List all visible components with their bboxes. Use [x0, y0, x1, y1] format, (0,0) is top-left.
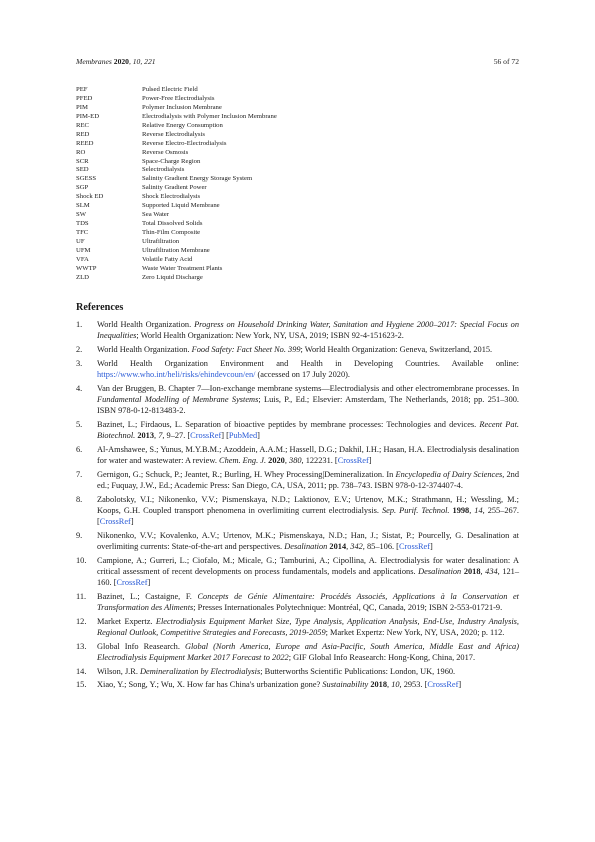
reference-italic-text: Demineralization by Electrodialysis — [140, 666, 261, 676]
reference-text: Gernigon, G.; Schuck, P.; Jeantet, R.; Burling, H. Whey Processing|Demineralization. In — [97, 469, 396, 479]
reference-text: Bazinet, L.; Firdaous, L. Separation of bioactive peptides by membrane processes: Technologies and devices. — [97, 419, 480, 429]
reference-number: 9. — [76, 530, 83, 540]
reference-item — [76, 344, 519, 355]
reference-text: ] — [130, 517, 134, 527]
reference-italic-text: Electrodialysis Equipment Market Size, Type Analysis, Application Analysis, End-Use, Industry Analysis, Regional Outlook, Competitive Strategies and Forecasts, 2019-2059 — [97, 616, 519, 638]
reference-year: 2020 — [268, 455, 285, 465]
abbreviation-term: TDS — [76, 220, 89, 228]
reference-year: 2018 — [370, 680, 388, 690]
reference-item — [76, 444, 519, 467]
reference-item — [76, 319, 519, 342]
article-number: 221 — [144, 57, 156, 66]
reference-item — [76, 530, 519, 553]
abbreviation-row — [76, 95, 519, 104]
abbreviation-term: REED — [76, 139, 94, 147]
journal-name: Membranes — [76, 57, 112, 66]
abbreviation-definition: Sea Water — [142, 211, 170, 219]
abbreviation-definition: Shock Electrodialysis — [142, 193, 201, 201]
reference-number: 5. — [76, 419, 83, 429]
reference-text: Campione, A.; Gurreri, L.; Ciofalo, M.; Micale, G.; Tamburini, A.; Cipollina, A. Electrodialysis for water desalination: A critical assessment of recent developments on process fundamentals, models and applications. — [97, 555, 519, 576]
reference-text: ; World Health Organization: New York, NY, USA, 2019; ISBN 92-4-151623-2. — [136, 331, 404, 341]
reference-item — [76, 616, 519, 639]
abbreviation-term: SED — [76, 166, 89, 174]
abbreviation-term: RO — [76, 148, 86, 156]
reference-text: Xiao, Y.; Song, Y.; Wu, X. How far has China's urbanization gone? — [97, 680, 323, 690]
abbreviation-definition: Supported Liquid Membrane — [142, 202, 220, 210]
reference-item — [76, 383, 519, 417]
reference-text: , 122231. [ — [301, 455, 338, 465]
reference-italic-text: 14 — [474, 505, 483, 515]
abbreviation-term: SLM — [76, 202, 90, 210]
reference-item — [76, 494, 519, 528]
reference-text: , — [387, 680, 392, 690]
abbreviation-row — [76, 265, 519, 274]
abbreviation-term: ZLD — [76, 273, 89, 281]
reference-item — [76, 419, 519, 442]
reference-italic-text: Recent Pat. Biotechnol. — [97, 419, 519, 440]
abbreviation-definition: Relative Energy Consumption — [142, 121, 223, 129]
abbreviation-definition: Total Dissolved Solids — [142, 220, 203, 228]
abbreviation-row — [76, 211, 519, 220]
abbreviation-term: UFM — [76, 246, 91, 254]
abbreviation-row — [76, 175, 519, 184]
reference-text: World Health Organization. — [97, 320, 195, 329]
reference-item — [76, 591, 519, 614]
abbreviation-row — [76, 149, 519, 158]
reference-italic-text: 380 — [289, 455, 302, 465]
reference-text: , 2953. [ — [399, 680, 428, 690]
abbreviation-definition: Reverse Electrodialysis — [142, 130, 205, 138]
reference-text: ] [ — [221, 431, 229, 440]
abbreviation-row — [76, 220, 519, 229]
abbreviation-row — [76, 122, 519, 131]
abbreviation-term: RED — [76, 130, 90, 138]
abbreviation-definition: Thin-Film Composite — [142, 229, 201, 236]
reference-text: Zabolotsky, V.I.; Nikonenko, V.V.; Pismenskaya, N.D.; Laktionov, E.V.; Urtenov, M.K.; Strathmann, H.; Wessling, M.; Koops, G.H. Coupled transport phenomena in overlimiting current electrodialysis. — [97, 494, 519, 515]
reference-number: 13. — [76, 641, 87, 651]
abbreviation-definition: Reverse Osmosis — [142, 148, 189, 156]
reference-text: ] — [458, 680, 462, 690]
abbreviation-definition: Zero Liquid Discharge — [142, 273, 203, 281]
abbreviation-definition: Salinity Gradient Energy Storage System — [142, 175, 253, 183]
abbreviation-definition: Ultrafiltration Membrane — [142, 246, 210, 254]
abbreviation-definition: Reverse Electro-Electrodialysis — [142, 139, 227, 147]
reference-text: ] — [147, 578, 151, 588]
reference-number: 11. — [76, 591, 87, 601]
reference-italic-text: Global (North America, Europe and Asia-Pacific, South America, Middle East and Africa) Electrodialysis Equipment Market 2017 Forecast to 2022 — [97, 641, 520, 662]
reference-text: World Health Organization Environment and Health in Developing Countries. Available online: — [97, 358, 519, 368]
reference-item — [76, 469, 519, 492]
abbreviation-definition: Waste Water Treatment Plants — [142, 264, 223, 272]
abbreviation-row — [76, 158, 519, 167]
reference-text: , — [480, 566, 486, 576]
reference-text: ; Luis, P., Ed.; Elsevier: Amsterdam, The Netherlands, 2018; pp. 251–300. ISBN 978-0-12-813483-2. — [97, 394, 519, 416]
reference-text: World Health Organization. — [97, 344, 192, 354]
reference-number: 10. — [76, 555, 87, 565]
reference-item — [76, 641, 519, 664]
abbreviation-definition: Selectrodialysis — [142, 166, 185, 174]
abbreviation-term: REC — [76, 121, 90, 129]
abbreviation-row — [76, 256, 519, 265]
reference-italic-text: Concepts de Génie Alimentaire: Procédés Associés, Applications à la Conservation et Transformation des Aliments — [97, 591, 520, 613]
abbreviation-row — [76, 184, 519, 193]
abbreviation-definition: Space-Charge Region — [142, 157, 201, 165]
reference-italic-text: Encyclopedia of Dairy Sciences — [395, 469, 503, 479]
reference-text: , 255–267. [ — [97, 505, 519, 527]
reference-text: ; Market Expertz: New York, NY, USA, 2020; p. 112. — [325, 628, 505, 638]
reference-year: 2018 — [463, 566, 481, 576]
reference-number: 8. — [76, 494, 83, 504]
reference-italic-text: Desalination — [284, 542, 328, 551]
reference-number: 15. — [76, 680, 87, 690]
references-list — [76, 319, 519, 693]
reference-text: ] — [368, 455, 372, 465]
abbreviation-term: PIM-ED — [76, 112, 100, 120]
reference-text: , 121–160. [ — [97, 566, 520, 588]
abbreviation-definition: Pulsed Electric Field — [142, 86, 198, 93]
abbreviation-term: UF — [76, 237, 85, 245]
reference-year: 2014 — [329, 542, 347, 551]
reference-text: Global Info Reasearch. — [97, 641, 185, 651]
reference-text: Market Expertz. — [97, 616, 156, 626]
reference-text: ] — [430, 542, 433, 551]
reference-italic-text: Sustainability — [322, 680, 369, 690]
reference-link[interactable]: CrossRef — [398, 542, 431, 551]
reference-text: , — [469, 505, 475, 515]
reference-year: 2013 — [137, 431, 155, 440]
abbreviation-term: VFA — [76, 255, 89, 263]
abbreviation-row — [76, 238, 519, 247]
page-number: 56 of 72 — [493, 57, 519, 66]
abbreviation-term: PEF — [76, 86, 88, 93]
reference-link[interactable]: https://www.who.int/heli/risks/ehindevcoun/en/ — [97, 369, 256, 379]
reference-text: ] — [257, 431, 260, 440]
reference-italic-text: 342 — [350, 542, 363, 551]
abbreviation-row — [76, 104, 519, 113]
abbreviation-row — [76, 140, 519, 149]
abbreviation-row — [76, 86, 519, 95]
reference-item — [76, 358, 519, 381]
reference-text: Al-Amshawee, S.; Yunus, M.Y.B.M.; Azoddein, A.A.M.; Hassell, D.G.; Dakhil, I.H.; Hasan, H.A. Electrodialysis desalination for water and wastewater: A review. — [97, 444, 519, 465]
reference-italic-text: 10 — [391, 680, 400, 690]
reference-text: (accessed on 17 July 2020). — [255, 369, 350, 379]
abbreviation-definition: Power-Free Electrodialysis — [142, 94, 215, 102]
reference-link[interactable]: PubMed — [228, 431, 258, 440]
reference-italic-text: 7 — [158, 431, 163, 440]
reference-italic-text: Food Safety: Fact Sheet No. 399 — [191, 344, 301, 354]
reference-number: 3. — [76, 358, 83, 368]
reference-number: 7. — [76, 469, 83, 479]
abbreviation-row — [76, 166, 519, 175]
reference-link[interactable]: CrossRef — [190, 431, 222, 440]
abbreviation-term: PFED — [76, 94, 93, 102]
abbreviation-term: TFC — [76, 229, 89, 236]
reference-text: , — [346, 542, 351, 551]
reference-italic-text: Progress on Household Drinking Water, Sanitation and Hygiene 2000–2017: Special Focus on Inequalities — [97, 320, 520, 341]
reference-text: ; World Health Organization: Geneva, Switzerland, 2015. — [300, 344, 493, 354]
reference-number: 4. — [76, 383, 83, 393]
reference-link[interactable]: CrossRef — [99, 517, 131, 527]
abbreviation-row — [76, 131, 519, 140]
reference-link[interactable]: CrossRef — [427, 680, 459, 690]
journal-volume: 10 — [132, 57, 141, 66]
reference-link[interactable]: CrossRef — [116, 578, 148, 588]
abbreviation-row — [76, 229, 519, 238]
abbreviation-term: SW — [76, 211, 87, 219]
abbreviation-definition: Ultrafiltration — [142, 237, 180, 245]
abbreviation-term: Shock ED — [76, 193, 104, 201]
reference-text: Van der Bruggen, B. Chapter 7—Ion-exchange membrane systems—Electrodialysis and other electromembrane processes. In — [97, 383, 519, 393]
abbreviation-term: SGP — [76, 184, 89, 192]
reference-text: , 2nd ed.; Fuquay, J.W., Ed.; Academic Press: San Diego, CA, USA, 2011; pp. 738–743. ISBN 978-0-12-374407-4. — [97, 469, 520, 490]
reference-text: Bazinet, L.; Castaigne, F. — [97, 591, 198, 601]
reference-item — [76, 666, 519, 677]
reference-link[interactable]: CrossRef — [337, 455, 369, 465]
reference-text: , 9–27. [ — [162, 431, 191, 440]
reference-item — [76, 679, 519, 690]
abbreviation-definition: Polymer Inclusion Membrane — [142, 103, 222, 111]
reference-text: , — [284, 455, 290, 465]
reference-text: ; GIF Global Info Reasearch: Hong-Kong, China, 2017. — [288, 653, 476, 662]
references-heading: References — [76, 302, 124, 313]
reference-number: 1. — [76, 320, 83, 329]
abbreviation-definition: Volatile Fatty Acid — [142, 255, 193, 263]
abbreviation-definition: Electrodialysis with Polymer Inclusion Membrane — [142, 112, 277, 120]
abbreviation-definition: Salinity Gradient Power — [142, 184, 207, 192]
reference-text: Nikonenko, V.V.; Kovalenko, A.V.; Urtenov, M.K.; Pismenskaya, N.D.; Han, J.; Sistat, P.; Pourcelly, G. Desalination at overlimiting currents: State-of-the-art and perspectives. — [97, 530, 519, 551]
reference-text: ; Presses Internationales Polytechnique: Montréal, QC, Canada, 2019; ISBN 2-553-01721-9. — [193, 603, 503, 613]
abbreviation-term: SGESS — [76, 175, 97, 183]
reference-italic-text: Chem. Eng. J. — [219, 455, 267, 465]
reference-text: , — [154, 431, 159, 440]
reference-italic-text: Sep. Purif. Technol. — [381, 505, 450, 515]
reference-number: 12. — [76, 616, 87, 626]
reference-italic-text: Desalination — [418, 566, 462, 576]
abbreviation-row — [76, 113, 519, 122]
abbreviation-row — [76, 193, 519, 202]
reference-italic-text: Fundamental Modelling of Membrane Systems — [97, 394, 259, 404]
abbreviation-term: PIM — [76, 103, 88, 111]
abbreviation-term: WWTP — [76, 264, 97, 272]
reference-year: 1998 — [452, 505, 470, 515]
journal-citation: Membranes 2020, 10, 221 — [76, 57, 156, 66]
page-header — [76, 57, 519, 69]
abbreviation-term: SCR — [76, 157, 89, 165]
reference-text: ; Butterworths Scientific Publications: London, UK, 1960. — [260, 666, 456, 676]
reference-number: 6. — [76, 444, 83, 454]
journal-year: 2020 — [113, 57, 129, 66]
abbreviations-list — [76, 86, 519, 283]
reference-number: 14. — [76, 666, 87, 676]
abbreviation-row — [76, 274, 519, 283]
reference-item — [76, 555, 519, 589]
reference-text: Wilson, J.R. — [97, 666, 141, 676]
abbreviation-row — [76, 202, 519, 211]
abbreviation-row — [76, 247, 519, 256]
reference-italic-text: 434 — [485, 566, 498, 576]
reference-number: 2. — [76, 344, 83, 354]
reference-text: , 85–106. [ — [362, 542, 399, 551]
